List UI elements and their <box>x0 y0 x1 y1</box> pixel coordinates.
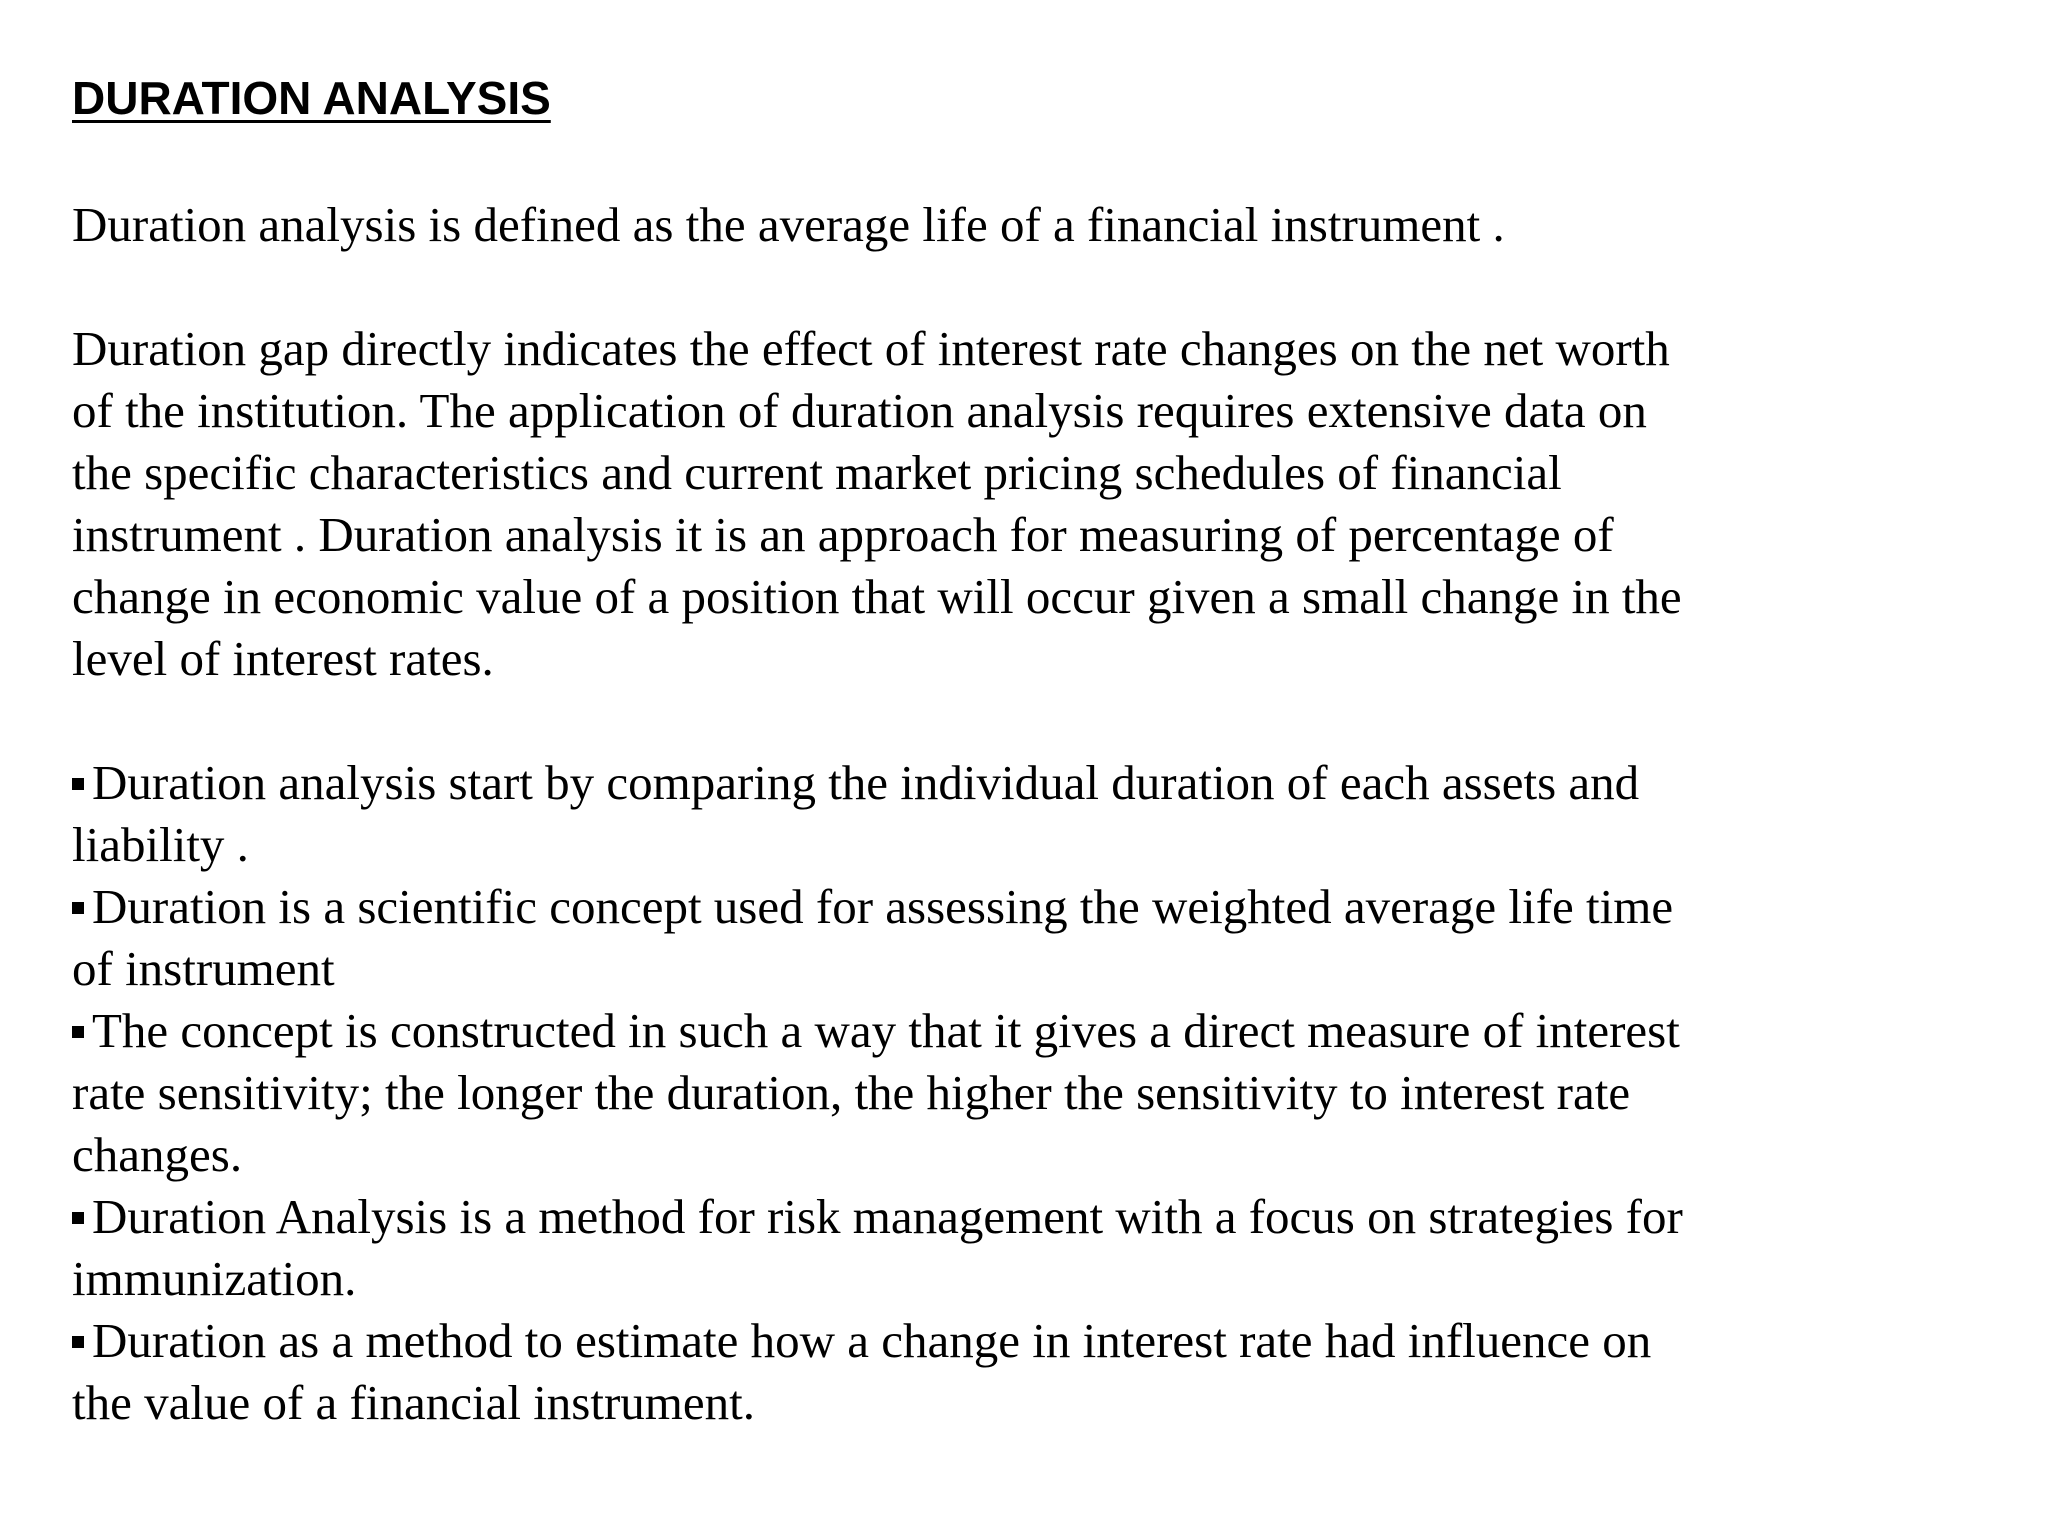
bullet-line <box>72 752 1992 814</box>
bullet-line: liability . <box>72 817 249 872</box>
bullet-line: immunization. <box>72 1251 357 1306</box>
duration-gap-paragraph <box>72 318 1992 690</box>
paragraph-line: level of interest rates. <box>72 631 494 686</box>
bullet-line <box>72 876 1992 938</box>
bullet-line: of instrument <box>72 941 335 996</box>
bullet-text: Duration Analysis is a method for risk management with a focus on strategies for <box>92 1189 1683 1244</box>
definition-paragraph <box>72 194 1992 256</box>
square-bullet-icon <box>72 778 84 790</box>
bullet-item <box>72 1000 1992 1186</box>
bullet-text: Duration is a scientific concept used for assessing the weighted average life time <box>92 879 1674 934</box>
bullet-list <box>72 752 1992 1434</box>
square-bullet-icon <box>72 1026 84 1038</box>
bullet-line: the value of a financial instrument. <box>72 1375 756 1430</box>
bullet-line <box>72 1310 1992 1372</box>
square-bullet-icon <box>72 1336 84 1348</box>
bullet-line <box>72 1186 1992 1248</box>
square-bullet-icon <box>72 1212 84 1224</box>
bullet-line: changes. <box>72 1127 243 1182</box>
bullet-text: Duration as a method to estimate how a change in interest rate had influence on <box>92 1313 1652 1368</box>
paragraph-line: the specific characteristics and current market pricing schedules of financial <box>72 445 1562 500</box>
bullet-text: Duration analysis start by comparing the individual duration of each assets and <box>92 755 1640 810</box>
bullet-item <box>72 876 1992 1000</box>
bullet-item <box>72 752 1992 876</box>
bullet-item <box>72 1186 1992 1310</box>
bullet-line <box>72 1000 1992 1062</box>
paragraph-line: Duration gap directly indicates the effect of interest rate changes on the net worth <box>72 321 1670 376</box>
page-title: DURATION ANALYSIS <box>72 72 551 124</box>
paragraph-line: change in economic value of a position that will occur given a small change in the <box>72 569 1682 624</box>
bullet-line: rate sensitivity; the longer the duration, the higher the sensitivity to interest rate <box>72 1065 1631 1120</box>
bullet-item <box>72 1310 1992 1434</box>
square-bullet-icon <box>72 902 84 914</box>
paragraph-line: of the institution. The application of duration analysis requires extensive data on <box>72 383 1647 438</box>
bullet-text: The concept is constructed in such a way that it gives a direct measure of interest <box>92 1003 1680 1058</box>
paragraph-line: Duration analysis is defined as the average life of a financial instrument . <box>72 197 1505 252</box>
paragraph-line: instrument . Duration analysis it is an approach for measuring of percentage of <box>72 507 1614 562</box>
